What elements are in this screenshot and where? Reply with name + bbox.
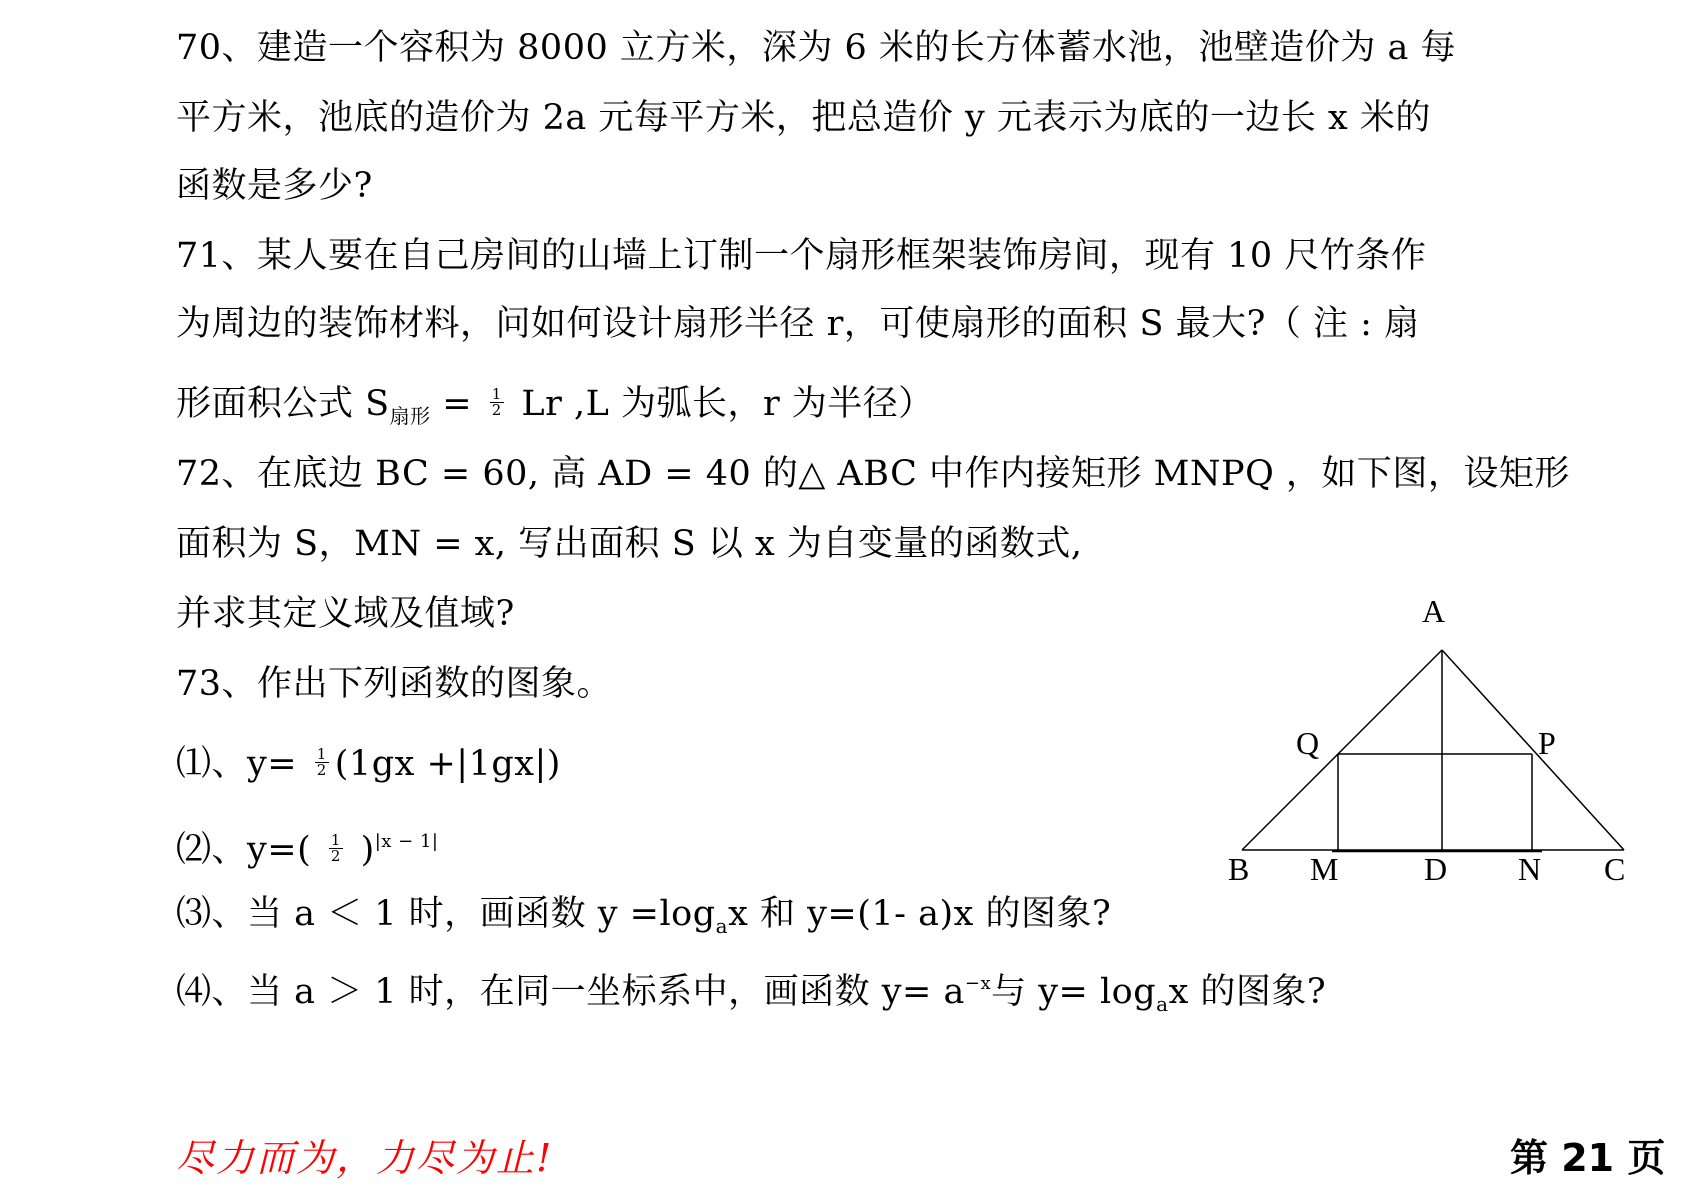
problem-70-line-1: 70、建造一个容积为 8000 立方米，深为 6 米的长方体蓄水池，池壁造价为 a 每 [176, 28, 1456, 68]
item-1-text-a: ⑴、y= [176, 744, 309, 784]
label-b: B [1228, 851, 1250, 887]
problem-72-line-3: 并求其定义域及值域? [176, 594, 515, 634]
problem-70-line-3: 函数是多少? [176, 166, 373, 206]
fraction-denominator: 2 [491, 401, 502, 419]
item-4-text-b: 与 y= log [991, 972, 1157, 1012]
side-ab [1242, 650, 1442, 850]
item-1-text-b: (1gx +|1gx|) [334, 744, 561, 784]
label-c: C [1604, 851, 1626, 887]
problem-73-item-2 [176, 820, 438, 872]
item-4-text-a: ⑷、当 a ＞ 1 时，在同一坐标系中，画函数 y= a [176, 972, 965, 1012]
item-4-log-base: a [1156, 992, 1169, 1016]
fraction-numerator: 1 [491, 385, 502, 403]
fraction-denominator: 2 [330, 847, 341, 865]
problem-70-line-2: 平方米，池底的造价为 2a 元每平方米，把总造价 y 元表示为底的一边长 x 米的 [176, 98, 1431, 138]
footer-motto: 尽力而为，力尽为止! [176, 1136, 554, 1180]
formula-text-a: 形面积公式 S [176, 384, 390, 424]
item-3-text-a: ⑶、当 a ＜ 1 时，画函数 y =log [176, 894, 716, 934]
fraction-numerator: 1 [330, 831, 341, 849]
fraction-numerator: 1 [316, 745, 327, 763]
item-4-text-c: x 的图象? [1168, 972, 1327, 1012]
item-1-fraction [315, 747, 329, 778]
item-2-text-a: ⑵、y=( [176, 830, 323, 870]
label-d: D [1424, 851, 1448, 887]
label-m: M [1310, 851, 1339, 887]
problem-73-title: 73、作出下列函数的图象。 [176, 664, 613, 704]
formula-text-b: = [430, 384, 484, 424]
item-4-exponent: −x [964, 973, 992, 994]
problem-73-item-4 [176, 962, 1326, 1026]
problem-73-item-1 [176, 742, 561, 786]
formula-text-c: Lr ,L 为弧长，r 为半径） [509, 384, 934, 424]
label-p: P [1538, 725, 1556, 761]
problem-73-item-3 [176, 892, 1111, 948]
problem-72-line-2: 面积为 S，MN = x, 写出面积 S 以 x 为自变量的函数式, [176, 524, 1083, 564]
label-a: A [1422, 593, 1446, 629]
problem-72-line-1: 72、在底边 BC = 60, 高 AD = 40 的△ ABC 中作内接矩形 MNPQ ，如下图，设矩形 [176, 454, 1570, 494]
fraction-denominator: 2 [316, 761, 327, 779]
formula-subscript: 扇形 [389, 404, 431, 428]
item-3-text-b: x 和 y=(1- a)x 的图象? [728, 894, 1112, 934]
side-ac [1442, 650, 1624, 850]
item-2-exponent: |x − 1| [374, 831, 439, 852]
problem-71-line-1: 71、某人要在自己房间的山墙上订制一个扇形框架装饰房间，现有 10 尺竹条作 [176, 236, 1427, 276]
triangle-diagram [1220, 590, 1640, 890]
item-2-fraction [329, 833, 343, 864]
label-n: N [1518, 851, 1542, 887]
item-2-text-b: ) [348, 830, 375, 870]
page-number: 第 21 页 [1510, 1136, 1666, 1180]
problem-71-line-2: 为周边的装饰材料，问如何设计扇形半径 r，可使扇形的面积 S 最大?（ 注 : 扇 [176, 304, 1420, 344]
problem-71-line-3 [176, 382, 934, 438]
fraction-half [490, 387, 504, 418]
label-q: Q [1296, 725, 1320, 761]
item-3-log-base: a [715, 914, 729, 938]
